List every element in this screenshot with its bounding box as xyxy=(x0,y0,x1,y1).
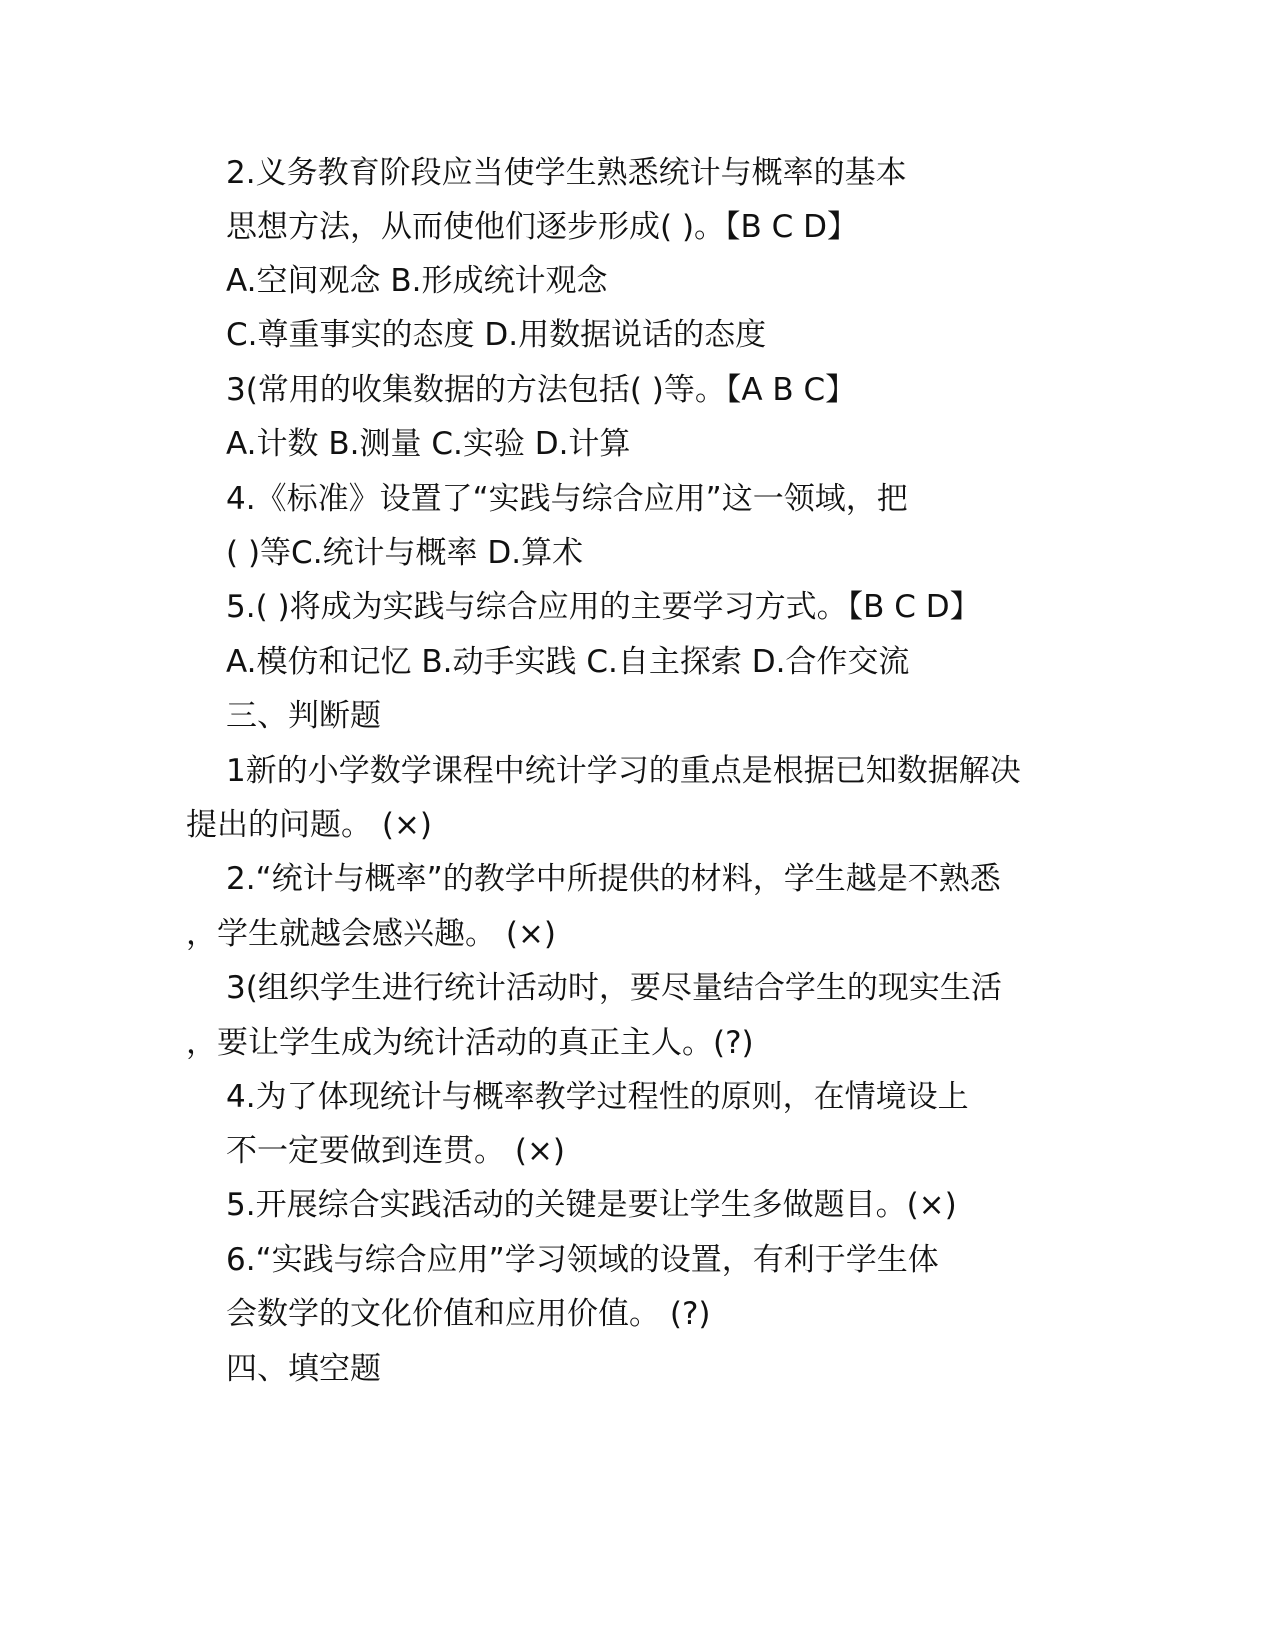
question-3-text: 3(常用的收集数据的方法包括( )等。【A B C】 xyxy=(226,372,857,408)
tf-item-6-continuation: 会数学的文化价值和应用价值。 (?) xyxy=(226,1296,711,1332)
question-5-options: A.模仿和记忆 B.动手实践 C.自主探索 D.合作交流 xyxy=(226,644,910,680)
tf-item-6-text: 6.“实践与综合应用”学习领域的设置，有利于学生体 xyxy=(226,1242,939,1278)
tf-item-4-text: 4.为了体现统计与概率教学过程性的原则，在情境设上 xyxy=(226,1079,969,1115)
question-4-continuation: ( )等C.统计与概率 D.算术 xyxy=(226,535,584,571)
question-5-text: 5.( )将成为实践与综合应用的主要学习方式。【B C D】 xyxy=(226,589,981,625)
tf-item-1-text: 1新的小学数学课程中统计学习的重点是根据已知数据解决 xyxy=(226,753,1021,789)
tf-item-2-continuation: ，学生就越会感兴趣。 (×) xyxy=(186,916,557,952)
question-2-options-cd: C.尊重事实的态度 D.用数据说话的态度 xyxy=(226,317,767,353)
tf-item-5-text: 5.开展综合实践活动的关键是要让学生多做题目。(×) xyxy=(226,1187,957,1223)
question-2-continuation: 思想方法，从而使他们逐步形成( )。【B C D】 xyxy=(226,209,859,245)
question-2-options-ab: A.空间观念 B.形成统计观念 xyxy=(226,263,608,299)
question-2-text: 2.义务教育阶段应当使学生熟悉统计与概率的基本 xyxy=(226,155,907,191)
tf-item-4-continuation: 不一定要做到连贯。 (×) xyxy=(226,1133,566,1169)
tf-item-3-text: 3(组织学生进行统计活动时，要尽量结合学生的现实生活 xyxy=(226,970,1002,1006)
tf-item-1-continuation: 提出的问题。 (×) xyxy=(186,807,433,843)
tf-item-2-text: 2.“统计与概率”的教学中所提供的材料，学生越是不熟悉 xyxy=(226,861,1001,897)
question-4-text: 4.《标准》设置了“实践与综合应用”这一领域，把 xyxy=(226,481,908,517)
tf-item-3-continuation: ，要让学生成为统计活动的真正主人。(?) xyxy=(186,1025,754,1061)
section-heading-true-false: 三、判断题 xyxy=(226,698,381,734)
question-3-options: A.计数 B.测量 C.实验 D.计算 xyxy=(226,426,631,462)
section-heading-fill-in: 四、填空题 xyxy=(226,1351,381,1387)
